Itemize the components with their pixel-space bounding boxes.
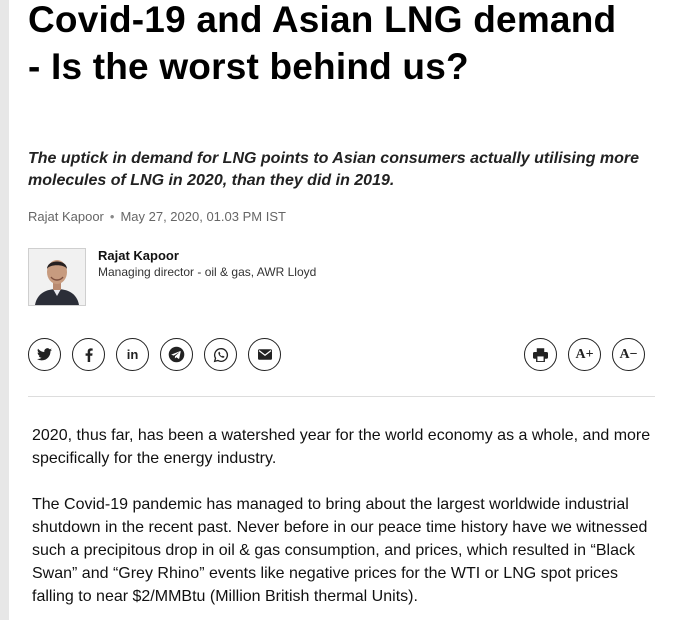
- article-title: Covid-19 and Asian LNG demand - Is the worst behind us?: [28, 0, 617, 87]
- print-button[interactable]: [524, 338, 557, 371]
- increase-font-button[interactable]: [568, 338, 601, 371]
- print-icon: [533, 348, 548, 362]
- byline-date: May 27, 2020, 01.03 PM IST: [120, 209, 286, 224]
- telegram-share-button[interactable]: [160, 338, 193, 371]
- author-avatar[interactable]: [28, 248, 86, 306]
- email-icon: [258, 349, 272, 360]
- linkedin-share-button[interactable]: [116, 338, 149, 371]
- share-toolbar: [28, 338, 648, 374]
- byline: [28, 209, 286, 224]
- decrease-font-button[interactable]: [612, 338, 645, 371]
- twitter-share-button[interactable]: [28, 338, 61, 371]
- author-photo: [29, 249, 85, 305]
- body-paragraph: The Covid-19 pandemic has managed to bring about the largest worldwide industrial shutdown in the recent past. Never before in our peace time history have we witnessed such a precipitous drop in oil & gas consumption, and prices, which resulted in “Black Swan” and “Grey Rhino” events like negative prices for the WTI or LNG spot prices falling to near $2/MMBtu (Million British thermal Units).: [32, 496, 648, 605]
- facebook-icon: [85, 348, 93, 362]
- article-body: [32, 424, 656, 631]
- increase-font-label: A+: [575, 346, 594, 362]
- author-name[interactable]: Rajat Kapoor: [98, 248, 179, 263]
- decrease-font-label: A−: [619, 346, 638, 362]
- whatsapp-share-button[interactable]: [204, 338, 237, 371]
- body-paragraph: 2020, thus far, has been a watershed year for the world economy as a whole, and more specifically for the energy industry.: [32, 427, 651, 467]
- byline-author[interactable]: Rajat Kapoor: [28, 209, 104, 224]
- linkedin-icon: in: [126, 347, 139, 362]
- whatsapp-icon: [213, 347, 229, 363]
- byline-separator: •: [109, 209, 115, 224]
- facebook-share-button[interactable]: [72, 338, 105, 371]
- email-share-button[interactable]: [248, 338, 281, 371]
- twitter-icon: [37, 348, 52, 361]
- telegram-icon: [168, 346, 185, 363]
- left-page-rail: [0, 0, 9, 620]
- article-subtitle: The uptick in demand for LNG points to Asian consumers actually utilising more molecules of LNG in 2020, than they did in 2019.: [28, 150, 640, 189]
- author-card: [28, 246, 628, 308]
- author-role: Managing director - oil & gas, AWR Lloyd: [98, 265, 317, 279]
- content-divider: [28, 396, 655, 397]
